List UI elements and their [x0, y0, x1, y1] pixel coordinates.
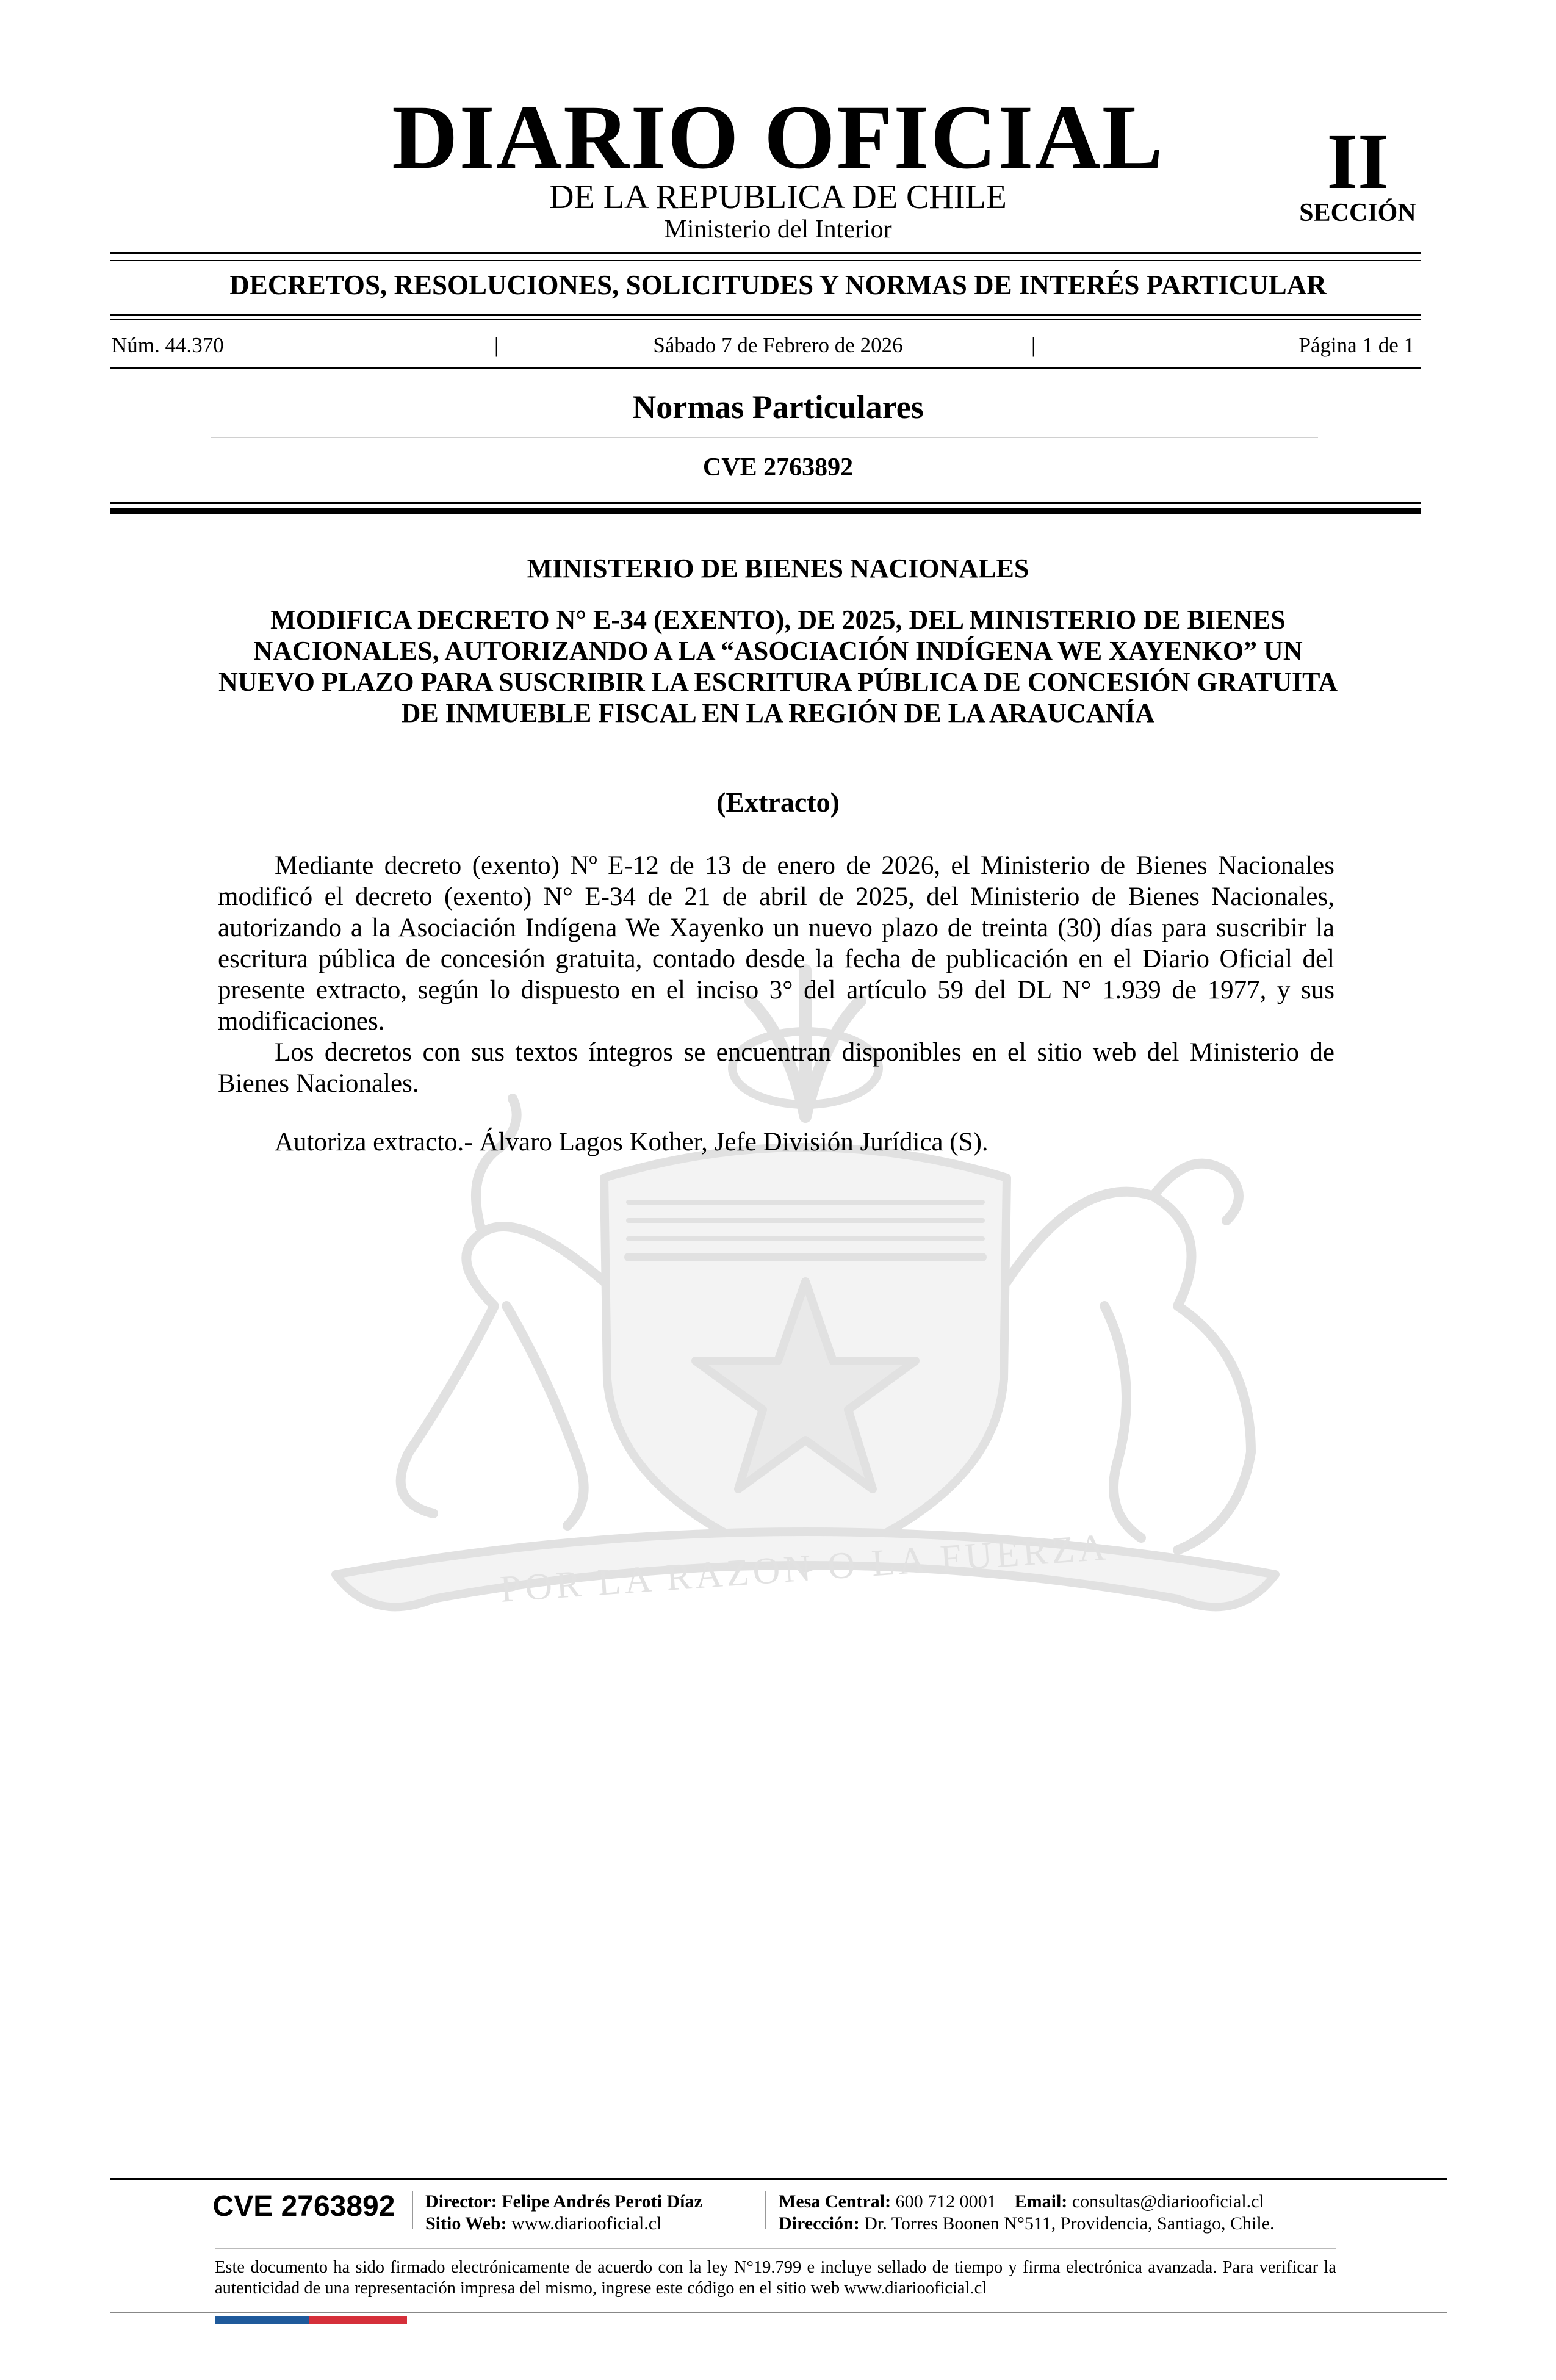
footer-director-block — [425, 2191, 702, 2235]
mesa-label: Mesa Central: — [779, 2191, 891, 2212]
section-title: Normas Particulares — [632, 389, 924, 425]
meta-separator: | — [1031, 333, 1036, 357]
section-label: SECCIÓN — [1299, 199, 1416, 227]
footer-legal-notice: Este documento ha sido firmado electrónicamente de acuerdo con la ley N°19.799 e incluye sellado de tiempo y firma electrónica avanzada. Para verificar la autenticidad de una representación impresa del mismo, ingrese este código en el sitio web www.diariooficial.cl — [215, 2258, 1336, 2298]
issue-date: Sábado 7 de Febrero de 2026 — [653, 333, 903, 357]
section-number: II — [1327, 118, 1389, 206]
cve-code: CVE 2763892 — [702, 453, 854, 481]
mesa-phone: 600 712 0001 — [895, 2191, 996, 2212]
document-body — [218, 850, 1334, 1099]
email-link[interactable]: consultas@diariooficial.cl — [1072, 2191, 1264, 2212]
masthead-title: DIARIO OFICIAL — [392, 87, 1164, 188]
footer-divider-middle — [215, 2248, 1336, 2249]
flag-stripe-red — [309, 2316, 407, 2324]
header-divider-thick — [110, 508, 1421, 514]
ministry-heading: MINISTERIO DE BIENES NACIONALES — [527, 554, 1029, 583]
director-label: Director: — [425, 2191, 497, 2212]
meta-divider — [110, 367, 1421, 369]
masthead-divider-bottom — [110, 260, 1421, 261]
footer-contact-block — [779, 2191, 1275, 2235]
footer-column-divider — [412, 2191, 413, 2229]
footer-divider-top — [110, 2178, 1447, 2180]
banner-divider-top — [110, 314, 1421, 316]
banner-heading: DECRETOS, RESOLUCIONES, SOLICITUDES Y NORMAS DE INTERÉS PARTICULAR — [229, 270, 1327, 300]
section-title-underline — [211, 437, 1318, 438]
masthead-ministry: Ministerio del Interior — [664, 215, 892, 243]
header-divider-thin — [110, 502, 1421, 504]
body-paragraph: Mediante decreto (exento) Nº E-12 de 13 de enero de 2026, el Ministerio de Bienes Nacionales modificó el decreto (exento) N° E-34 de 21 de abril de 2025, del Ministerio de Bienes Nacionales, autorizando a la Asociación Indígena We Xayenko un nuevo plazo de treinta (30) días para suscribir la escritura pública de concesión gratuita, contado desde la fecha de publicación en el Diario Oficial del presente extracto, según lo dispuesto en el inciso 3° del artículo 59 del DL N° 1.939 de 1977, y sus modificaciones. — [218, 851, 1334, 1036]
page-indicator: Página 1 de 1 — [1298, 333, 1414, 357]
masthead-subtitle: DE LA REPUBLICA DE CHILE — [549, 178, 1007, 216]
watermark-motto: POR LA RAZON O LA FUERZA — [499, 1526, 1111, 1610]
masthead-divider-top — [110, 252, 1421, 254]
extract-label: (Extracto) — [716, 787, 840, 818]
address-label: Dirección: — [779, 2213, 860, 2234]
footer-cve-code: CVE 2763892 — [212, 2190, 395, 2223]
footer-column-divider — [765, 2191, 766, 2229]
website-label: Sitio Web: — [425, 2213, 507, 2234]
body-paragraph: Los decretos con sus textos íntegros se encuentran disponibles en el sitio web del Ministerio de Bienes Nacionales. — [218, 1038, 1334, 1098]
document-title: MODIFICA DECRETO N° E-34 (EXENTO), DE 2025, DEL MINISTERIO DE BIENES NACIONALES, AUTORIZANDO A LA “ASOCIACIÓN INDÍGENA WE XAYENKO” UN NUEVO PLAZO PARA SUSCRIBIR LA ESCRITURA PÚBLICA DE CONCESIÓN GRATUITA DE INMUEBLE FISCAL EN LA REGIÓN DE LA ARAUCANÍA — [218, 605, 1338, 728]
address-text: Dr. Torres Boonen N°511, Providencia, Santiago, Chile. — [864, 2213, 1275, 2234]
banner-divider-bottom — [110, 319, 1421, 320]
director-name: Felipe Andrés Peroti Díaz — [502, 2191, 702, 2212]
website-link[interactable]: www.diariooficial.cl — [511, 2213, 662, 2234]
footer-divider-bottom — [110, 2312, 1447, 2313]
meta-separator: | — [494, 333, 499, 357]
flag-stripe-blue — [215, 2316, 309, 2324]
email-label: Email: — [1014, 2191, 1068, 2212]
signature-line: Autoriza extracto.- Álvaro Lagos Kother, Jefe División Jurídica (S). — [275, 1128, 989, 1156]
issue-number: Núm. 44.370 — [112, 333, 224, 357]
